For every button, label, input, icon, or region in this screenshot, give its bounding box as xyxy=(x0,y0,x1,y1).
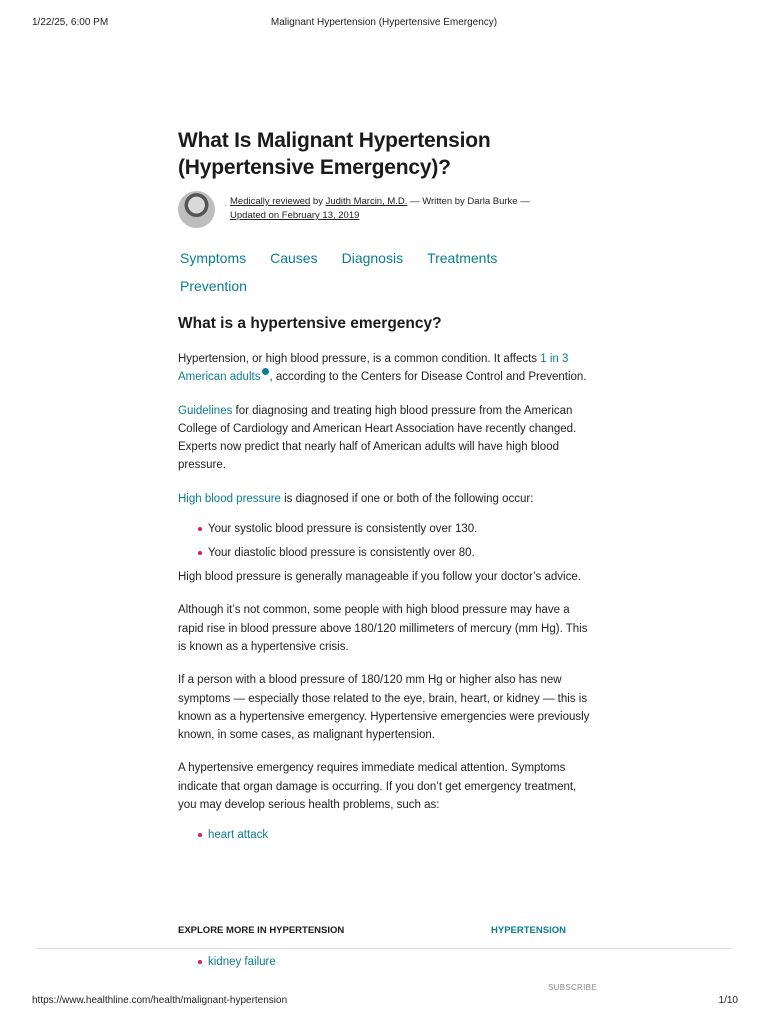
bullet-icon xyxy=(198,527,202,531)
page-number: 1/10 xyxy=(718,995,738,1006)
byline-text xyxy=(230,195,530,223)
toc-diagnosis[interactable]: Diagnosis xyxy=(341,250,404,266)
diagnosis-criteria-list xyxy=(198,520,590,562)
heart-attack-link[interactable]: heart attack xyxy=(208,829,269,842)
paragraph-1 xyxy=(178,350,590,387)
cdc-stat-link[interactable]: 1 in 3 American adults xyxy=(178,353,569,384)
byline-written-by: — Written by Darla Burke — xyxy=(410,196,530,207)
toc-prevention[interactable]: Prevention xyxy=(180,278,247,294)
author-avatar xyxy=(178,191,215,228)
list-item xyxy=(198,826,590,844)
paragraph-3-text: is diagnosed if one or both of the following occur: xyxy=(280,492,534,505)
byline xyxy=(178,191,590,228)
paragraph-3 xyxy=(178,490,590,508)
hypertension-topic-link[interactable]: HYPERTENSION xyxy=(491,925,566,936)
print-footer xyxy=(32,995,738,1009)
paragraph-1-text-b: , according to the Centers for Disease Control and Prevention. xyxy=(269,371,587,384)
paragraph-2-text: for diagnosing and treating high blood pressure from the American College of Cardiology and American Heart Association have recently changed. Experts now predict that nearly half of American adults will have high blood pressure. xyxy=(178,404,577,472)
subscribe-button[interactable]: SUBSCRIBE xyxy=(548,983,597,992)
section-title: What is a hypertensive emergency? xyxy=(178,315,442,332)
paragraph-4: High blood pressure is generally manageable if you follow your doctor’s advice. xyxy=(178,571,581,584)
health-problems-list xyxy=(198,826,590,844)
guidelines-link[interactable]: Guidelines xyxy=(178,404,233,417)
reviewer-link[interactable]: Judith Marcin, M.D. xyxy=(325,196,408,207)
toc-causes[interactable]: Causes xyxy=(270,250,318,266)
bullet-icon xyxy=(198,960,202,964)
paragraph-7: A hypertensive emergency requires immediate medical attention. Symptoms indicate that organ damage is occurring. If you don’t get emergency treatment, you may develop serious health problems, such as: xyxy=(178,762,577,812)
paragraph-6: If a person with a blood pressure of 180/120 mm Hg or higher also has new symptoms — especially those related to the eye, brain, heart, or kidney — this is known as a hypertensive emergency. Hypertensive emergencies were previously known, in some cases, as malignant hypertension. xyxy=(178,674,590,742)
byline-by: by xyxy=(312,196,323,207)
paragraph-2 xyxy=(178,402,590,475)
toc-treatments[interactable]: Treatments xyxy=(427,250,498,266)
table-of-contents xyxy=(178,244,538,300)
paragraph-5: Although it’s not common, some people with high blood pressure may have a rapid rise in blood pressure above 180/120 millimeters of mercury (mm Hg). This is known as a hypertensive crisis. xyxy=(178,604,588,653)
article-title: What Is Malignant Hypertension (Hypertensive Emergency)? xyxy=(178,129,491,179)
list-item xyxy=(198,953,276,971)
bullet-icon xyxy=(198,551,202,555)
bullet-icon xyxy=(198,833,202,837)
list-item xyxy=(198,544,590,562)
list-item-text: Your systolic blood pressure is consistently over 130. xyxy=(208,523,478,536)
print-url: https://www.healthline.com/health/malignant-hypertension xyxy=(32,995,288,1006)
medically-reviewed-link[interactable]: Medically reviewed xyxy=(230,196,311,207)
high-blood-pressure-link[interactable]: High blood pressure xyxy=(178,492,281,505)
toc-symptoms[interactable]: Symptoms xyxy=(180,250,247,266)
divider xyxy=(36,948,732,949)
print-header xyxy=(32,17,736,31)
list-item-text: Your diastolic blood pressure is consistently over 80. xyxy=(208,547,475,560)
paragraph-1-text-a: Hypertension, or high blood pressure, is a common condition. It affects xyxy=(178,353,541,365)
list-item xyxy=(198,520,590,538)
print-datetime: 1/22/25, 6:00 PM xyxy=(32,17,109,28)
updated-date-link[interactable]: Updated on February 13, 2019 xyxy=(230,210,360,221)
explore-more-bar xyxy=(0,918,768,950)
article xyxy=(178,127,590,850)
explore-more-label: EXPLORE MORE IN HYPERTENSION xyxy=(178,925,345,936)
print-doc-title: Malignant Hypertension (Hypertensive Emergency) xyxy=(270,17,498,28)
kidney-failure-link[interactable]: kidney failure xyxy=(208,956,276,968)
